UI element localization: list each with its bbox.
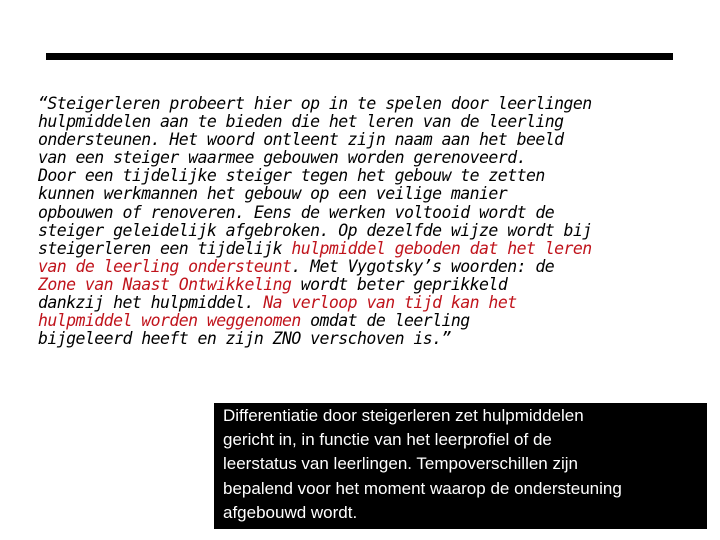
quote-block bbox=[38, 95, 678, 348]
quote-line bbox=[38, 276, 678, 294]
quote-text: bijgeleerd heeft en zijn ZNO verschoven is.” bbox=[38, 329, 451, 349]
summary-line: afgebouwd wordt. bbox=[223, 502, 358, 522]
quote-line bbox=[38, 204, 678, 222]
summary-line: gericht in, in functie van het leerprofiel of de bbox=[223, 430, 552, 450]
highlighted-phrase: Zone van Naast Ontwikkeling bbox=[38, 274, 292, 294]
quote-text: “Steigerleren probeert hier op in te spelen door leerlingen bbox=[38, 94, 592, 113]
quote-line bbox=[38, 330, 678, 348]
quote-text: omdat de leerling bbox=[300, 311, 470, 331]
highlighted-phrase: hulpmiddel geboden dat het leren bbox=[291, 238, 592, 258]
quote-text: steiger geleidelijk afgebroken. Op dezelfde wijze wordt bij bbox=[38, 220, 592, 240]
quote-text: ondersteunen. Het woord ontleent zijn naam aan het beeld bbox=[38, 130, 564, 150]
quote-line bbox=[38, 222, 678, 240]
quote-line bbox=[38, 149, 678, 167]
quote-line bbox=[38, 167, 678, 185]
summary-line: bepalend voor het moment waarop de ondersteuning bbox=[223, 478, 622, 498]
quote-text: opbouwen of renoveren. Eens de werken voltooid wordt de bbox=[38, 202, 555, 222]
highlighted-phrase: Na verloop van tijd kan het bbox=[263, 293, 517, 313]
quote-text: . Met Vygotsky’s woorden: de bbox=[291, 256, 555, 276]
highlighted-phrase: van de leerling ondersteunt bbox=[38, 256, 292, 276]
quote-text: hulpmiddelen aan te bieden die het leren van de leerling bbox=[38, 112, 564, 132]
quote-line bbox=[38, 185, 678, 203]
summary-box bbox=[214, 403, 707, 529]
quote-text: dankzij het hulpmiddel. bbox=[38, 293, 264, 313]
summary-line: Differentiatie door steigerleren zet hulpmiddelen bbox=[223, 406, 584, 425]
quote-line bbox=[38, 131, 678, 149]
quote-line bbox=[38, 294, 678, 312]
quote-line bbox=[38, 312, 678, 330]
highlighted-phrase: hulpmiddel worden weggenomen bbox=[38, 311, 301, 331]
quote-text: van een steiger waarmee gebouwen worden gerenoveerd. bbox=[38, 148, 526, 168]
quote-line bbox=[38, 258, 678, 276]
quote-line bbox=[38, 113, 678, 131]
quote-text: steigerleren een tijdelijk bbox=[38, 238, 292, 258]
horizontal-rule bbox=[46, 53, 673, 60]
quote-text: wordt beter geprikkeld bbox=[291, 274, 508, 294]
summary-line: leerstatus van leerlingen. Tempoverschillen zijn bbox=[223, 454, 578, 474]
quote-line bbox=[38, 240, 678, 258]
quote-text: Door een tijdelijke steiger tegen het gebouw te zetten bbox=[38, 166, 545, 186]
quote-text: kunnen werkmannen het gebouw op een veilige manier bbox=[38, 184, 508, 204]
quote-line bbox=[38, 95, 678, 113]
